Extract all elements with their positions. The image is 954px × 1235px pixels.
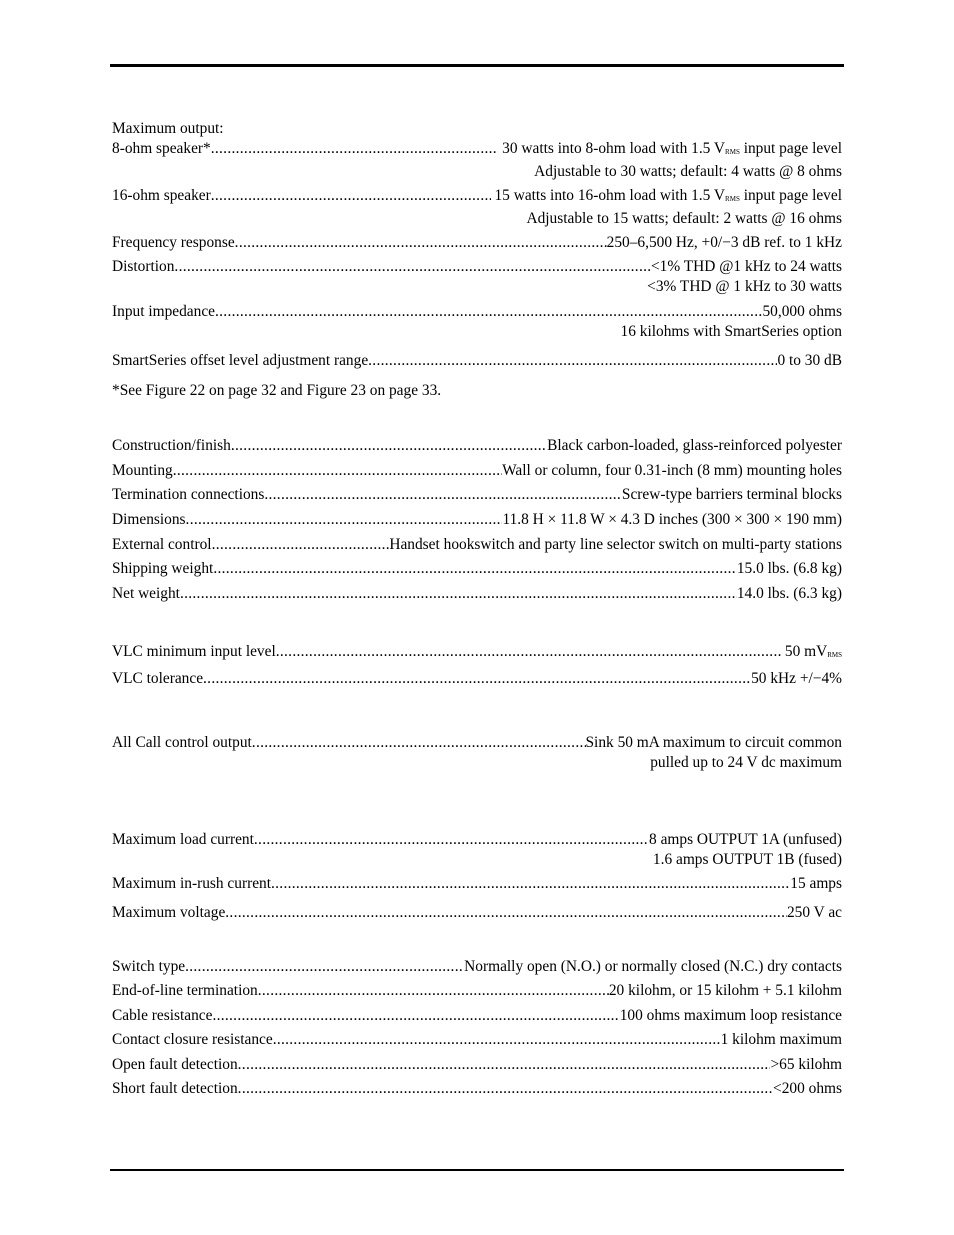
spec-row-termination [112,485,842,505]
leader-dots [173,461,502,481]
spec-value: 15 amps [790,875,842,892]
spec-value: Screw-type barriers terminal blocks [621,486,842,504]
spec-row-max-voltage [112,903,842,923]
spec-value-continued: Adjustable to 15 watts; default: 2 watts @ 16 ohms [526,210,842,227]
spec-label: External control [112,535,212,553]
footnote: *See Figure 22 on page 32 and Figure 23 on page 33. [112,382,442,399]
leader-dots [276,642,781,665]
spec-label: Switch type [112,958,186,975]
leader-dots [213,559,737,579]
leader-dots [254,830,649,850]
spec-value: 14.0 lbs. (6.3 kg) [736,585,842,603]
spec-value: 11.8 H × 11.8 W × 4.3 D inches (300 × 300 × 190 mm) [502,511,842,529]
leader-dots [252,733,586,753]
leader-dots [273,1030,721,1050]
spec-label: End-of-line termination [112,982,258,1000]
spec-label: Short fault detection [112,1079,238,1097]
spec-row-8-ohm [112,139,842,182]
spec-row-smartseries-offset [112,351,842,371]
leader-dots [258,981,609,1001]
spec-row-contact-closure [112,1030,842,1050]
spec-row-16-ohm [112,186,842,229]
spec-row-max-inrush-current [112,874,842,894]
spec-row-end-of-line [112,981,842,1001]
spec-label: Distortion [112,258,175,275]
spec-row-external-control [112,535,842,555]
spec-value: 250–6,500 Hz, +0/−3 dB ref. to 1 kHz [606,234,842,251]
spec-label: SmartSeries offset level adjustment range [112,352,369,369]
spec-value: 1 kilohm maximum [720,1031,842,1049]
input-specs [112,957,842,1099]
audio-specs [112,119,842,401]
spec-row-distortion [112,257,842,297]
leader-dots [203,669,751,689]
spec-row-vlc-tolerance [112,669,842,689]
leader-dots [212,1006,619,1026]
leader-dots [264,485,622,505]
leader-dots [368,351,777,371]
spec-label: Open fault detection [112,1055,238,1073]
spec-label: Input impedance [112,303,215,320]
spec-row-mounting [112,461,842,481]
spec-value-continued: Adjustable to 30 watts; default: 4 watts @ 8 ohms [534,163,842,180]
spec-row-input-impedance [112,302,842,342]
spec-value: 30 watts into 8-ohm load with 1.5 $V_{RMS}$ input page level [502,140,842,157]
spec-label: Maximum voltage [112,904,226,921]
spec-row-vlc-min-input [112,642,842,665]
spec-value: Handset hookswitch and party line selector switch on multi-party stations [389,535,842,553]
spec-row-cable-resistance [112,1006,842,1026]
spec-label: Mounting [112,461,173,479]
relay-specs [112,830,842,923]
spec-value: Normally open (N.O.) or normally closed (N.C.) dry contacts [464,958,842,975]
spec-label: Net weight [112,585,180,603]
spec-row-net-weight [112,584,842,604]
spec-value-continued: 1.6 amps OUTPUT 1B (fused) [652,851,842,868]
leader-dots [211,139,499,162]
spec-row-dimensions [112,510,842,530]
leader-dots [231,436,547,456]
spec-value-continued: pulled up to 24 V dc maximum [650,754,842,771]
spec-value: Black carbon-loaded, glass-reinforced polyester [547,437,842,454]
spec-row-all-call-output [112,733,842,773]
leader-dots [235,233,607,253]
spec-label: Shipping weight [112,560,214,578]
allcall-specs [112,733,842,773]
leader-dots [174,257,651,277]
spec-value: 0 to 30 dB [777,352,842,369]
spec-label: Cable resistance [112,1006,213,1024]
leader-dots [211,186,491,209]
header-rule [110,64,844,67]
spec-row-max-load-current [112,830,842,870]
spec-value-continued: <3% THD @ 1 kHz to 30 watts [647,278,842,295]
spec-label: Termination connections [112,486,265,504]
spec-row-short-fault [112,1079,842,1099]
spec-label: 16-ohm speaker [112,187,211,204]
leader-dots [238,1079,773,1099]
spec-value: 50 kHz +/−4% [751,670,842,687]
spec-row-switch-type [112,957,842,977]
spec-value: 250 V ac [786,904,842,921]
spec-value: 50 $mV_{RMS}$ [784,643,842,660]
leader-dots [215,302,762,322]
spec-value: 20 kilohm, or 15 kilohm + 5.1 kilohm [608,982,842,1000]
spec-value: 15 watts into 16-ohm load with 1.5 $V_{RMS}$ input page level [494,187,842,204]
vlc-specs [112,642,842,689]
maximum-output-heading: Maximum output: [112,120,224,137]
spec-label: VLC tolerance [112,670,204,687]
spec-value: Wall or column, four 0.31-inch (8 mm) mounting holes [502,461,842,479]
spec-label: Contact closure resistance [112,1031,273,1049]
leader-dots [271,874,790,894]
leader-dots [238,1055,771,1075]
spec-value: 100 ohms maximum loop resistance [619,1006,842,1024]
spec-label: VLC minimum input level [112,643,276,660]
spec-label: 8-ohm speaker* [112,140,211,157]
spec-value: <200 ohms [773,1079,842,1097]
spec-row-open-fault [112,1055,842,1075]
spec-label: Construction/finish [112,437,231,454]
spec-row-construction [112,436,842,456]
spec-value-continued: 16 kilohms with SmartSeries option [620,323,842,340]
spec-row-frequency-response [112,233,842,253]
spec-value: 8 amps OUTPUT 1A (unfused) [649,831,842,848]
spec-value: 15.0 lbs. (6.8 kg) [736,560,842,578]
spec-label: Frequency response [112,234,235,251]
leader-dots [186,510,503,530]
spec-value: <1% THD @1 kHz to 24 watts [651,258,842,275]
spec-value: 50,000 ohms [762,303,842,320]
spec-label: Maximum load current [112,831,254,848]
leader-dots [180,584,737,604]
spec-value: Sink 50 mA maximum to circuit common [585,734,842,751]
spec-row-shipping-weight [112,559,842,579]
leader-dots [212,535,390,555]
spec-label: All Call control output [112,734,252,751]
mechanical-specs [112,436,842,604]
spec-label: Dimensions [112,511,186,529]
leader-dots [185,957,464,977]
leader-dots [225,903,787,923]
spec-value: >65 kilohm [770,1055,842,1073]
footer-rule [110,1169,844,1171]
spec-label: Maximum in-rush current [112,875,272,892]
